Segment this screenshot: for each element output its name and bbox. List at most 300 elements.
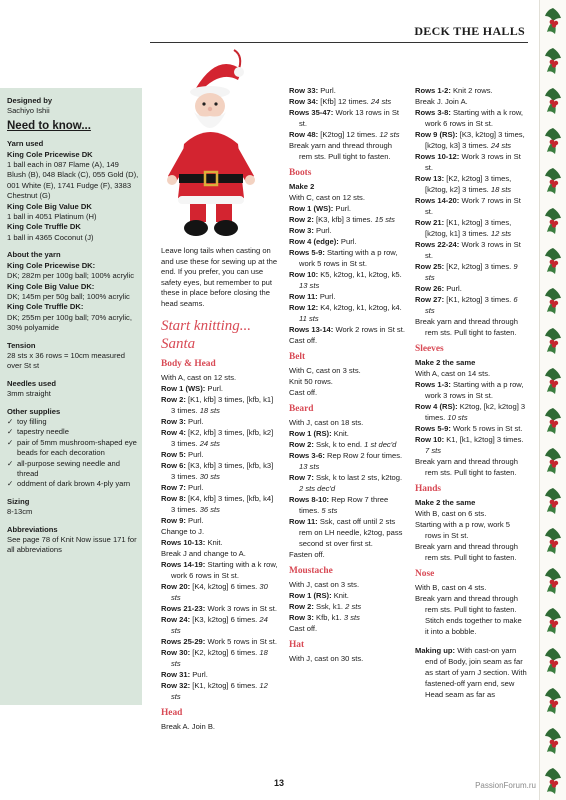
section-heading: Belt [289, 352, 306, 362]
row-label: Rows 3-8: [415, 108, 451, 117]
needles-block [7, 379, 139, 400]
row-label: Rows 14-20: [415, 196, 460, 205]
holly-icon [543, 566, 563, 596]
row-text: Purl. [185, 450, 204, 459]
row-label: Rows 10-12: [415, 152, 460, 161]
yarn-brand: King Cole Truffle DK: [7, 302, 84, 312]
pattern-row [161, 372, 279, 383]
row-text: Work 3 rows in St st. [425, 240, 521, 260]
row-text: Purl. [338, 237, 357, 246]
row-text: [K3, kfb] 3 times, [kfb, k3] 3 times. [171, 461, 274, 481]
row-text: Break yarn and thread through rem sts. Pull tight to fasten. [415, 542, 519, 562]
row-label: Rows 25-29: [161, 637, 206, 646]
holly-icon [543, 606, 563, 636]
row-text: Purl. [190, 670, 208, 679]
pattern-row [161, 460, 279, 482]
pattern-row [161, 680, 279, 702]
pattern-row [289, 107, 407, 129]
stitch-count: 18 sts [171, 648, 268, 668]
row-label: Rows 14-19: [161, 560, 206, 569]
section-heading: Hands [415, 484, 442, 494]
holly-icon [543, 126, 563, 156]
pattern-row [161, 721, 279, 732]
pattern-row [415, 508, 527, 519]
row-label: Row 30: [161, 648, 191, 657]
stitch-count: 7 sts [425, 446, 442, 455]
row-text: Work 7 rows in St st. [425, 196, 521, 216]
yarn-used-label: Yarn used [7, 139, 44, 149]
row-text: Cast off. [289, 388, 318, 397]
row-label: Row 4: [161, 428, 186, 437]
holly-icon [543, 206, 563, 236]
stitch-count: 5 sts [321, 506, 338, 515]
row-text: Starting with a p row, work 3 rows in St st. [425, 380, 524, 400]
pattern-row [415, 434, 527, 456]
row-text: Purl. [444, 284, 462, 293]
pattern-row [289, 428, 407, 439]
make-note: Make 2 the same [415, 498, 476, 507]
pattern-row [161, 526, 279, 537]
yarn-brand: King Cole Pricewise DK: [7, 260, 96, 270]
pattern-row [415, 379, 527, 401]
row-text: Work 5 rows in St st. [205, 637, 277, 646]
stitch-count: 24 sts [171, 615, 268, 635]
pattern-row [415, 593, 527, 637]
row-text: Cast off. [289, 624, 318, 633]
stitch-count: 15 sts [374, 215, 395, 224]
row-text: [K3, k2tog] 6 times. [190, 615, 260, 624]
pattern-row [289, 612, 407, 623]
section-heading: Moustache [289, 566, 333, 576]
pattern-row [415, 96, 527, 107]
pattern-row [289, 129, 407, 140]
tension-block [7, 341, 139, 372]
row-label: Row 2: [289, 440, 314, 449]
stitch-count: 12 sts [379, 130, 400, 139]
row-label: Row 32: [161, 681, 191, 690]
stitch-count: 30 sts [199, 472, 220, 481]
row-text: Break yarn and thread through rem sts. Pull tight to fasten. [415, 317, 519, 337]
row-label: Row 31: [161, 670, 191, 679]
yarn-detail: 1 ball in 4365 Coconut (J) [7, 232, 94, 242]
pattern-row [161, 614, 279, 636]
stitch-count: 11 sts [299, 314, 319, 323]
row-text: Starting with a p row, work 5 rows in St st. [299, 248, 398, 268]
yarn-brand: King Cole Big Value DK: [7, 281, 95, 291]
holly-icon [543, 86, 563, 116]
yarn-brand: King Cole Pricewise DK [7, 149, 93, 159]
row-label: Row 48: [289, 130, 319, 139]
row-label: Rows 1-2: [415, 86, 451, 95]
row-label: Rows 3-6: [289, 451, 325, 460]
row-label: Row 7: [161, 483, 186, 492]
stitch-count: 24 sts [490, 141, 512, 150]
stitch-count: 18 sts [490, 185, 512, 194]
pattern-row [289, 85, 407, 96]
stitch-count: 18 sts [199, 406, 220, 415]
row-label: Row 11: [289, 292, 318, 301]
row-label: Row 10: [415, 435, 445, 444]
sizing-label: Sizing [7, 496, 30, 506]
row-label: Row 25: [415, 262, 445, 271]
about-yarn-label: About the yarn [7, 250, 61, 260]
row-text: [K2, k2tog] 3 times, [k2tog, k2] 3 times. [425, 174, 512, 194]
pattern-row [289, 236, 407, 247]
pattern-row [161, 416, 279, 427]
pattern-row [161, 482, 279, 493]
pattern-row [289, 96, 407, 107]
pattern-row [415, 239, 527, 261]
row-text: Starting with a p row, work 5 rows in St st. [415, 520, 510, 540]
holly-icon [543, 686, 563, 716]
stitch-count: 10 sts [447, 413, 468, 422]
supplies-label: Other supplies [7, 406, 61, 416]
stitch-count: 13 sts [299, 281, 320, 290]
row-text: With A, cast on 14 sts. [415, 369, 491, 378]
sizing-text: 8-13cm [7, 507, 33, 517]
row-label: Row 9 (RS): [415, 130, 458, 139]
pattern-row [415, 283, 527, 294]
pattern-row [161, 394, 279, 416]
holly-icon [543, 526, 563, 556]
row-text: Ssk, k to end. [313, 440, 365, 449]
pattern-row [289, 472, 407, 494]
about-yarn-block [7, 250, 139, 333]
row-label: Row 8: [161, 494, 186, 503]
row-label: Rows 13-14: [289, 325, 334, 334]
row-label: Row 33: [289, 86, 319, 95]
pattern-row [289, 653, 407, 664]
yarn-brand: King Cole Big Value DK [7, 201, 92, 211]
section-heading: Nose [415, 569, 435, 579]
pattern-row [289, 140, 407, 162]
row-text: Break A. Join B. [161, 722, 216, 731]
stitch-count: 24 sts [199, 439, 220, 448]
pattern-row [289, 590, 407, 601]
pattern-row [161, 427, 279, 449]
abbreviations-label: Abbreviations [7, 524, 58, 534]
pattern-row [289, 214, 407, 225]
row-label: Row 11: [289, 517, 318, 526]
row-text: With C, cast on 12 sts. [289, 193, 365, 202]
row-label: Row 20: [161, 582, 191, 591]
pattern-row [415, 173, 527, 195]
stitch-count: 12 sts [490, 229, 512, 238]
pattern-column-2 [289, 85, 407, 664]
pattern-row [161, 647, 279, 669]
pattern-row [289, 549, 407, 560]
yarn-detail: 1 ball each in 087 Flame (A), 149 Blush (B), 048 Black (C), 055 Gold (D), 001 White (E), 1741 Fudge (F), 3383 Chestnut (G) [7, 160, 139, 201]
pattern-row [289, 302, 407, 324]
row-label: Row 1 (RS): [289, 591, 332, 600]
pattern-row [415, 519, 527, 541]
pattern-row [289, 623, 407, 634]
section-heading: Sleeves [415, 344, 444, 354]
pattern-column-3-rows [415, 85, 527, 700]
row-text: Ssk, cast off until 2 sts rem on LH needle, k2tog, pass second st over first st. [299, 517, 403, 548]
check-icon: ✓ [7, 427, 14, 437]
row-text: Work 3 rows in St st. [205, 604, 277, 613]
row-text: Purl. [185, 483, 204, 492]
row-text: Starting with a k row, work 6 rows in St st. [171, 560, 278, 580]
pattern-row [415, 195, 527, 217]
holly-icon [543, 446, 563, 476]
holly-icon [543, 246, 563, 276]
pattern-row [161, 548, 279, 559]
supplies-block [7, 407, 139, 490]
row-label: Rows 1-3: [415, 380, 451, 389]
row-label: Row 21: [415, 218, 445, 227]
row-text: [K1, k2tog] 6 times. [190, 681, 260, 690]
stitch-count: 12 sts [171, 681, 268, 701]
row-label: Row 1 (WS): [289, 204, 334, 213]
row-label: Row 27: [415, 295, 445, 304]
need-to-know-title: Need to know... [7, 119, 91, 132]
needles-label: Needles used [7, 378, 56, 388]
row-text: With cast-on yarn end of Body, join seam as far as start of yarn J section. With fastened-off yarn end, sew Head seam as far as [425, 646, 527, 699]
pattern-row [289, 601, 407, 612]
row-label: Row 3: [289, 226, 314, 235]
yarn-used-block [7, 139, 139, 243]
row-label: Row 5: [161, 450, 186, 459]
stitch-count: 13 sts [299, 462, 320, 471]
row-text: Knit. [205, 538, 223, 547]
row-text: [K4, kfb] 3 times, [kfb, k4] 3 times. [171, 494, 274, 514]
row-text: Work 5 rows in St st. [450, 424, 523, 433]
section-heading: Body & Head [161, 359, 216, 369]
about-yarn-lines [7, 261, 139, 334]
pattern-row [289, 494, 407, 516]
pattern-row [415, 582, 527, 593]
stitch-count: 36 sts [199, 505, 220, 514]
row-label: Row 12: [289, 303, 319, 312]
pattern-row [161, 669, 279, 680]
row-text: Fasten off. [289, 550, 325, 559]
tension-label: Tension [7, 340, 36, 350]
need-to-know-content [7, 96, 139, 563]
row-text: Purl. [313, 226, 332, 235]
make-note: Make 2 the same [415, 358, 476, 367]
supply-item [7, 479, 139, 489]
pattern-row [415, 456, 527, 478]
pattern-row [289, 376, 407, 387]
row-label: Row 7: [289, 473, 314, 482]
row-text: K5, k2tog, k1, k2tog, k5. [318, 270, 402, 279]
row-text: With J, cast on 30 sts. [289, 654, 364, 663]
row-label: Row 1 (RS): [289, 429, 332, 438]
row-text: [K1, k2tog] 3 times, [k2tog, k1] 3 times. [425, 218, 512, 238]
row-text: [K4, k2tog] 6 times. [190, 582, 260, 591]
yarn-detail: DK; 255m per 100g ball; 70% acrylic, 30% polyamide [7, 312, 132, 333]
row-label: Rows 8-10: [289, 495, 330, 504]
pattern-row [415, 217, 527, 239]
row-label: Row 3: [161, 417, 186, 426]
section-heading: Beard [289, 404, 314, 414]
row-text: Knit. [331, 591, 349, 600]
row-text: With B, cast on 6 sts. [415, 509, 487, 518]
start-title-line-2: Santa [161, 336, 196, 352]
holly-border [539, 0, 566, 800]
pattern-row [289, 269, 407, 291]
row-text: With A, cast on 12 sts. [161, 373, 237, 382]
supply-text: tapestry needle [17, 427, 69, 437]
start-title-line-1: Start knitting... [161, 318, 251, 334]
abbreviations-block [7, 525, 139, 556]
pattern-row [161, 603, 279, 614]
row-text: K2tog, [k2, k2tog] 3 times. [425, 402, 526, 422]
row-text: Purl. [333, 204, 352, 213]
row-label: Row 26: [415, 284, 445, 293]
pattern-row [289, 387, 407, 398]
pattern-row [289, 516, 407, 549]
row-text: [K2tog] 12 times. [318, 130, 380, 139]
designer-name: Sachiyo Ishii [7, 106, 50, 116]
row-label: Row 2: [161, 395, 186, 404]
pattern-row [289, 417, 407, 428]
row-label: Rows 21-23: [161, 604, 206, 613]
row-text: [K3, k2tog] 3 times, [k2tog, k3] 3 times. [425, 130, 525, 150]
stitch-count: 30 sts [171, 582, 268, 602]
row-label: Row 2: [289, 215, 314, 224]
abbreviations-text: See page 78 of Knit Now issue 171 for all abbreviations [7, 535, 137, 555]
start-knitting-title [161, 317, 279, 353]
row-text: With J, cast on 18 sts. [289, 418, 364, 427]
supplies-list [7, 417, 139, 490]
stitch-count: 24 sts [370, 97, 392, 106]
pattern-row [161, 449, 279, 460]
pattern-row [415, 129, 527, 151]
row-text: Work 2 rows in St st. [333, 325, 405, 334]
holly-icon [543, 406, 563, 436]
supply-item [7, 438, 139, 459]
row-text: Starting with a k row, work 6 rows in St st. [425, 108, 524, 128]
supply-text: all-purpose sewing needle and thread [17, 458, 121, 478]
pattern-row [289, 247, 407, 269]
row-label: Row 34: [289, 97, 319, 106]
pattern-row [289, 335, 407, 346]
row-text: With J, cast on 3 sts. [289, 580, 360, 589]
row-text: Break yarn and thread through rem sts. Pull tight to fasten. [289, 141, 393, 161]
row-text: Break yarn and thread through rem sts. Pull tight to fasten. [415, 457, 519, 477]
stitch-count: 2 sts [345, 602, 362, 611]
supply-item [7, 459, 139, 480]
row-label: Row 4 (edge): [289, 237, 339, 246]
pattern-row [415, 107, 527, 129]
pattern-column-1-rows [161, 359, 279, 732]
row-text: [K2, k2tog] 6 times. [190, 648, 260, 657]
row-text: Purl. [318, 86, 336, 95]
holly-icon [543, 486, 563, 516]
row-label: Making up: [415, 646, 456, 655]
needles-text: 3mm straight [7, 389, 51, 399]
row-text: Knit 2 rows. [450, 86, 493, 95]
tension-text: 28 sts x 36 rows = 10cm measured over St st [7, 350, 125, 371]
row-text: Purl. [205, 384, 224, 393]
supply-text: pair of 5mm mushroom-shaped eye beads for each decoration [17, 437, 137, 458]
row-text: Purl. [185, 417, 204, 426]
row-label: Row 9: [161, 516, 186, 525]
row-text: Purl. [317, 292, 336, 301]
holly-icon [543, 326, 563, 356]
header-rule [150, 42, 528, 43]
pattern-row [289, 324, 407, 335]
row-text: Knit. [331, 429, 349, 438]
pattern-row [289, 192, 407, 203]
stitch-count: 2 sts dec'd [299, 484, 336, 493]
designer-label: Designed by [7, 96, 53, 105]
yarn-detail: 1 ball in 4051 Platinum (H) [7, 212, 97, 222]
row-text: Rep Row 7 three times. [299, 495, 389, 515]
yarn-used-lines [7, 150, 139, 244]
holly-icon [543, 766, 563, 796]
stitch-count: 6 sts [425, 295, 518, 315]
section-header: DECK THE HALLS [414, 24, 525, 38]
yarn-brand: King Cole Truffle DK [7, 222, 81, 232]
row-text: [Kfb] 12 times. [318, 97, 371, 106]
row-label: Row 1 (WS): [161, 384, 206, 393]
pattern-row [415, 368, 527, 379]
row-label: Row 10: [289, 270, 319, 279]
row-text: [K2, kfb] 3 times, [kfb, k2] 3 times. [171, 428, 274, 448]
pattern-column-3 [415, 85, 527, 700]
stitch-count: 3 sts [343, 613, 360, 622]
make-note: Make 2 [289, 182, 315, 191]
row-text: Work 3 rows in St st. [425, 152, 521, 172]
pattern-row [415, 316, 527, 338]
santa-ornament-photo [162, 48, 266, 244]
row-text: Ssk, k1. [313, 602, 346, 611]
pattern-row [161, 493, 279, 515]
pattern-row [161, 537, 279, 548]
holly-icon [543, 366, 563, 396]
holly-icon [543, 646, 563, 676]
row-text: Break J. Join A. [415, 97, 468, 106]
check-icon: ✓ [7, 458, 14, 468]
watermark: PassionForum.ru [475, 781, 536, 790]
holly-icon [543, 46, 563, 76]
pattern-row [415, 645, 527, 700]
spacer [415, 637, 527, 645]
row-label: Rows 5-9: [289, 248, 325, 257]
supply-text: toy filling [17, 416, 47, 426]
row-text: [K3, kfb] 3 times. [313, 215, 375, 224]
pattern-row [289, 450, 407, 472]
holly-icon [543, 6, 563, 36]
pattern-row [161, 636, 279, 647]
row-text: Change to J. [161, 527, 205, 536]
row-text: Break J and change to A. [161, 549, 246, 558]
row-text: Purl. [185, 516, 204, 525]
section-heading: Hat [289, 640, 305, 650]
check-icon: ✓ [7, 416, 14, 426]
check-icon: ✓ [7, 437, 14, 447]
pattern-row [289, 365, 407, 376]
row-label: Row 4 (RS): [415, 402, 458, 411]
yarn-detail: DK; 145m per 50g ball; 100% acrylic [7, 291, 130, 301]
section-heading: Head [161, 708, 183, 718]
intro-text: Leave long tails when casting on and use these for sewing up at the end. If you prefer, you can use safety eyes, but remember to put these in place before closing the head seams. [161, 246, 278, 308]
row-text: K4, k2tog, k1, k2tog, k4. [318, 303, 402, 312]
pattern-row [415, 261, 527, 283]
row-label: Row 2: [289, 602, 314, 611]
pattern-row [289, 439, 407, 450]
page-number: 13 [274, 778, 285, 788]
pattern-row [161, 581, 279, 603]
pattern-row [415, 401, 527, 423]
stitch-count: 9 sts [425, 262, 518, 282]
supply-item [7, 427, 139, 437]
pattern-row [415, 294, 527, 316]
